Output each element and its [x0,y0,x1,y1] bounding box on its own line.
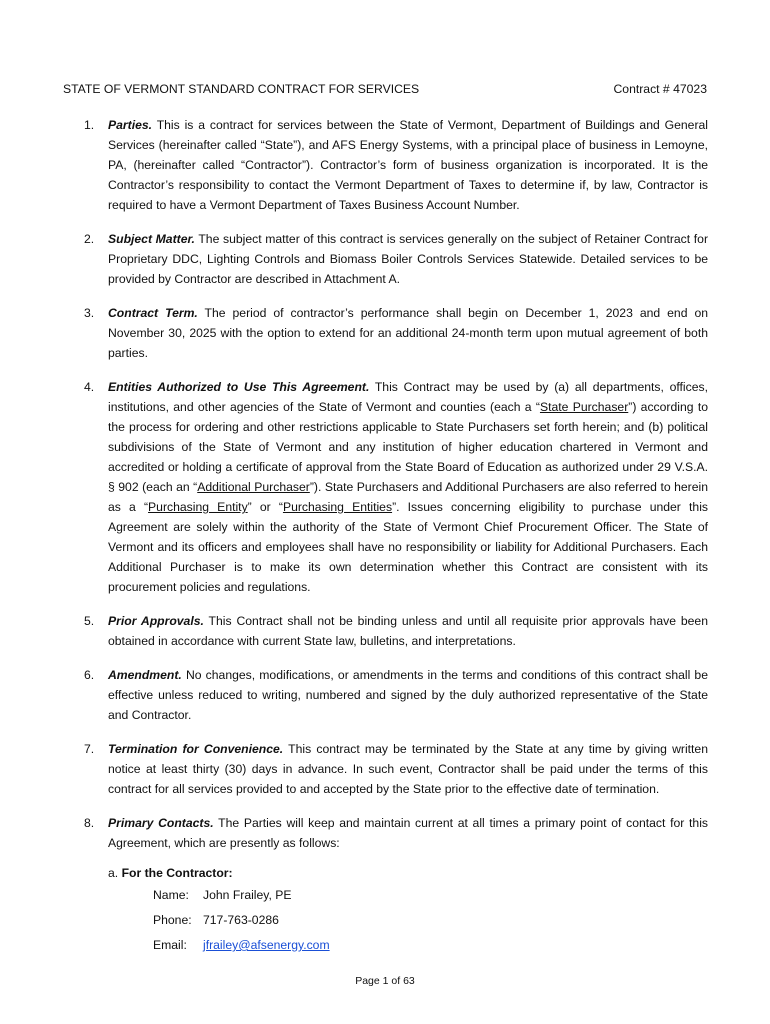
section-text: ” or “ [247,500,283,514]
section-number: 7. [84,742,95,756]
section-text: ”) according to the process for ordering and other restrictions applicable to State Purchasers set forth herein; and (b) political subdivisions of the State of Vermont and any institution of higher education chartered in Vermont and accredited or holding a certificate of approval from the State Board of Education as authorized under 29 V.S.A. § 902 (each an “ [108,400,708,494]
page-footer [0,975,770,987]
section-title: Contract Term. [108,306,198,320]
section-number: 5. [84,614,95,628]
section-entities-authorized [84,377,708,597]
section-text: ”). State Purchasers and Additional Purchasers are also referred to herein as a “ [108,480,708,514]
section-number: 1. [84,118,95,132]
section-title: Subject Matter. [108,232,195,246]
section-termination [84,739,708,799]
section-number: 4. [84,380,95,394]
section-prior-approvals [84,611,708,651]
section-title: Entities Authorized to Use This Agreement. [108,380,370,394]
sections-list [84,115,708,958]
page-number: Page 1 of 63 [355,975,415,987]
contact-phone-row [108,908,708,933]
section-text: This is a contract for services between the State of Vermont, Department of Buildings and General Services (hereinafter called “State”), and AFS Energy Systems, with a principal place of business in Lemoyne, PA, (hereinafter called “Contractor”). Contractor’s form of business organization is incorporated. It is the Contractor’s responsibility to contact the Vermont Department of Taxes to determine if, by law, Contractor is required to have a Vermont Department of Taxes Business Account Number. [108,118,708,212]
section-number: 6. [84,668,95,682]
contact-name-label: Name: [153,888,189,902]
section-text: The subject matter of this contract is services generally on the subject of Retainer Contract for Proprietary DDC, Lighting Controls and Biomass Boiler Controls Services Statewide. Detailed services to be provided by Contractor are described in Attachment A. [108,232,708,286]
section-title: Primary Contacts. [108,816,214,830]
defined-term-purchasing-entities: Purchasing Entities [282,500,393,514]
section-title: Prior Approvals. [108,614,204,628]
section-contract-term [84,303,708,363]
section-number: 8. [84,816,95,830]
defined-term-purchasing-entity: Purchasing Entity [148,500,248,514]
section-title: Parties. [108,118,153,132]
defined-term-additional-purchaser: Additional Purchaser [197,480,310,494]
section-primary-contacts [84,813,708,853]
section-title: Termination for Convenience. [108,742,284,756]
contractor-contact-block [84,863,708,958]
section-amendment [84,665,708,725]
contact-email-row [108,933,708,958]
section-text: This Contract may be used by (a) all departments, offices, institutions, and other agencies of the State of Vermont and counties (each a “ [108,380,708,414]
section-text: This Contract shall not be binding unless and until all requisite prior approvals have been obtained in accordance with current State law, bulletins, and interpretations. [108,614,708,648]
contact-email-link[interactable]: jfrailey@afsenergy.com [203,938,330,952]
contractor-heading [108,863,708,883]
section-number: 2. [84,232,95,246]
section-text: The Parties will keep and maintain current at all times a primary point of contact for this Agreement, which are presently as follows: [108,816,709,850]
contractor-prefix: a. [108,866,122,880]
section-text: The period of contractor’s performance shall begin on December 1, 2023 and end on November 30, 2025 with the option to extend for an additional 24-month term upon mutual agreement of both parties. [108,306,708,360]
contract-number: Contract # 47023 [613,82,707,96]
defined-term-state-purchaser: State Purchaser [539,400,629,414]
section-text: This contract may be terminated by the State at any time by giving written notice at least thirty (30) days in advance. In such event, Contractor shall be paid under the terms of this contract for all services provided to and accepted by the State prior to the effective date of termination. [108,742,708,796]
section-parties [84,115,708,215]
section-text: ”. Issues concerning eligibility to purchase under this Agreement are solely within the authority of the State of Vermont Chief Procurement Officer. The State of Vermont and its officers and employees shall have no responsibility or liability for Additional Purchasers. Each Additional Purchaser is to make its own determination whether this Contract are consistent with its procurement policies and regulations. [108,500,708,594]
contact-name-row [108,883,708,908]
section-text: No changes, modifications, or amendments in the terms and conditions of this contract shall be effective unless reduced to writing, numbered and signed by the duly authorized representative of the State and Contractor. [108,668,708,722]
section-subject-matter [84,229,708,289]
contractor-heading-text: For the Contractor: [121,866,233,880]
contact-name-value: John Frailey, PE [203,888,292,902]
document-title: STATE OF VERMONT STANDARD CONTRACT FOR SERVICES [63,82,420,96]
document-header [63,82,707,96]
contact-phone-value: 717-763-0286 [203,913,279,927]
contact-email-label: Email: [153,938,187,952]
section-number: 3. [84,306,95,320]
contact-phone-label: Phone: [153,913,192,927]
section-title: Amendment. [108,668,182,682]
